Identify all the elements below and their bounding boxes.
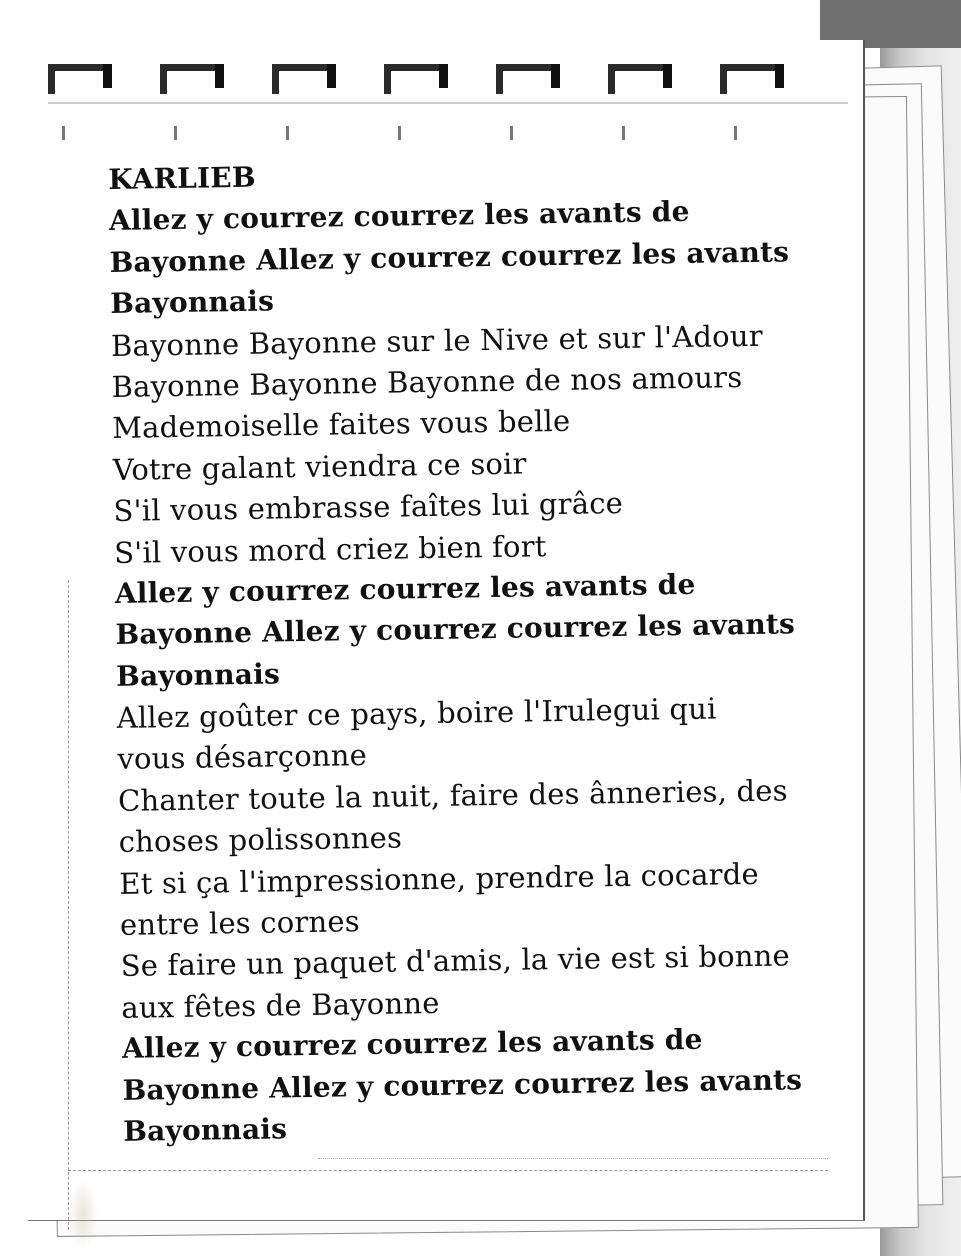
binding-ring bbox=[48, 64, 112, 130]
verse-line: Mademoiselle faites vous belle bbox=[111, 404, 571, 446]
binding-ring bbox=[608, 64, 672, 130]
verse-line: Bayonne Bayonne Bayonne de nos amours bbox=[111, 360, 743, 404]
verse-line: Bayonne Bayonne sur le Nive et sur l'Adour bbox=[110, 318, 764, 363]
verse-line: S'il vous mord criez bien fort bbox=[113, 528, 547, 570]
chorus-line: Bayonne Allez y courrez courrez les avants bbox=[122, 1062, 803, 1107]
chorus-line: Allez y courrez courrez les avants de bbox=[114, 567, 696, 610]
chorus-line: Bayonne Allez y courrez courrez les avants bbox=[109, 235, 790, 279]
perforation-horizontal bbox=[68, 1170, 828, 1171]
lyrics-lines bbox=[109, 190, 824, 1153]
chorus-line: Bayonnais bbox=[109, 284, 275, 321]
chorus-line: Bayonnais bbox=[123, 1112, 288, 1148]
verse-line: Et si ça l'impressionne, prendre la cocarde bbox=[119, 856, 760, 901]
chorus-line: Allez y courrez courrez les avants de bbox=[121, 1022, 703, 1066]
binding-ring bbox=[272, 64, 336, 130]
verse-line: Se faire un paquet d'amis, la vie est si bonne bbox=[120, 938, 791, 984]
binding-ring bbox=[720, 64, 784, 130]
chorus-line: Allez y courrez courrez les avants de bbox=[108, 195, 690, 238]
chorus-line: Bayonnais bbox=[115, 657, 281, 693]
verse-line: S'il vous embrasse faîtes lui grâce bbox=[113, 486, 624, 529]
binding-ring bbox=[160, 64, 224, 130]
verse-line: entre les cornes bbox=[119, 904, 361, 942]
chorus-line: Bayonne Allez y courrez courrez les avants bbox=[115, 607, 796, 652]
verse-line: aux fêtes de Bayonne bbox=[121, 985, 440, 1025]
page-stain bbox=[68, 1180, 98, 1250]
verse-line: vous désarçonne bbox=[117, 738, 368, 777]
verse-line: Chanter toute la nuit, faire des ânneries, des bbox=[117, 773, 788, 818]
cut-line bbox=[318, 1158, 828, 1159]
binding-ring bbox=[496, 64, 560, 130]
song-title: KARLIEB bbox=[108, 160, 256, 196]
binding-ring bbox=[384, 64, 448, 130]
verse-line: choses polissonnes bbox=[118, 820, 403, 860]
verse-line: Allez goûter ce pays, boire l'Irulegui qui bbox=[116, 691, 717, 736]
perforation-vertical bbox=[68, 580, 69, 1230]
song-lyrics bbox=[108, 149, 824, 1153]
verse-line: Votre galant viendra ce soir bbox=[112, 446, 527, 487]
